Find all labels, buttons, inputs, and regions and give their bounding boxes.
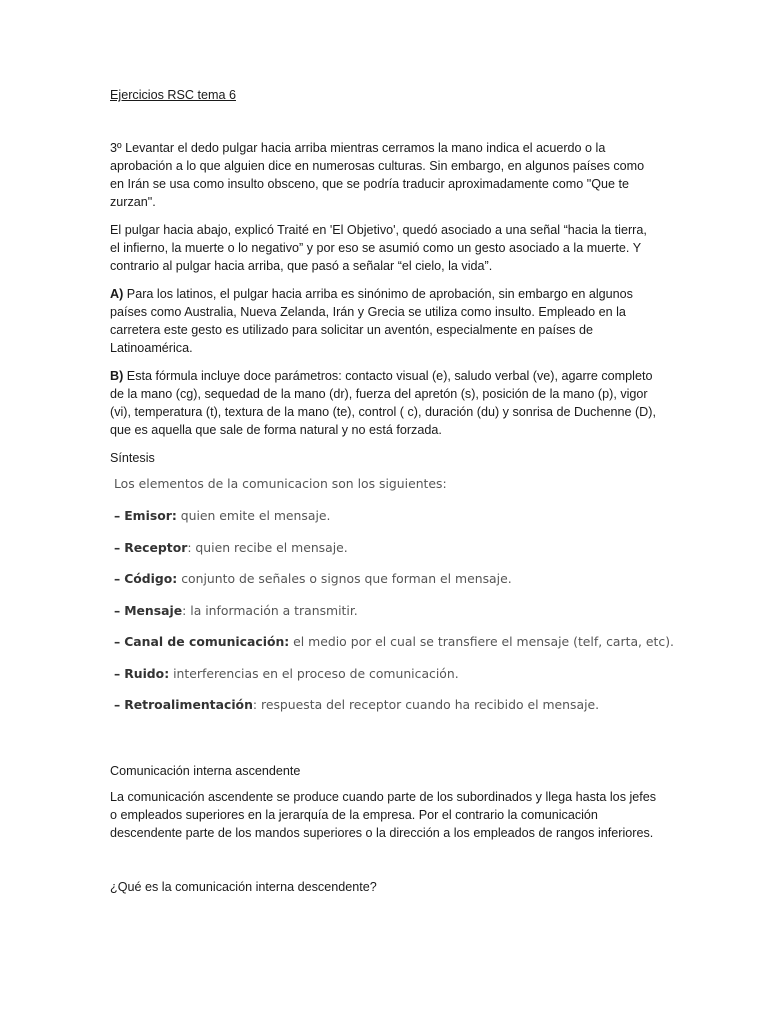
synthesis-term: Ruido:: [124, 665, 170, 681]
paragraph-lead: B): [110, 369, 124, 383]
question-heading: ¿Qué es la comunicación interna descendente?: [110, 879, 377, 894]
synthesis-item-emisor: [114, 507, 658, 525]
spacer: [110, 728, 658, 762]
synthesis-term: Retroalimentación: [124, 697, 253, 712]
synthesis-item-ruido: [114, 665, 658, 683]
synthesis-desc: quien emite el mensaje.: [176, 508, 331, 523]
dash-mark: –: [114, 665, 121, 681]
synthesis-term: Canal de comunicación:: [124, 634, 290, 649]
synthesis-term: Receptor: [124, 539, 188, 555]
dash-mark: –: [114, 508, 121, 523]
synthesis-term: Emisor:: [124, 508, 177, 523]
synthesis-item-canal: [114, 633, 674, 651]
synthesis-term: Mensaje: [124, 602, 183, 618]
synthesis-image: [114, 475, 674, 714]
paragraph-text: Para los latinos, el pulgar hacia arriba es sinónimo de aprobación, sin embargo en algunos países como Australia, Nueva Zelanda, Irán y Grecia se utiliza como insulto. Empleado en la carretera este gesto es utilizado para solicitar un aventón, especialmente en países de Latinoamérica.: [110, 287, 633, 355]
dash-mark: –: [114, 602, 121, 618]
synthesis-desc: : respuesta del receptor cuando ha recibido el mensaje.: [252, 697, 600, 712]
synthesis-item-codigo: [114, 570, 658, 588]
synthesis-item-retroalimentacion: [114, 696, 658, 714]
paragraph-thumb-up: [110, 139, 658, 211]
synthesis-term: Código:: [124, 571, 178, 586]
ascendente-heading: Comunicación interna ascendente: [110, 763, 301, 778]
spacer: [110, 852, 658, 878]
synthesis-desc: : la información a transmitir.: [182, 602, 358, 618]
synthesis-heading: Síntesis: [110, 451, 155, 465]
synthesis-desc: conjunto de señales o signos que forman el mensaje.: [177, 571, 512, 586]
synthesis-desc: el medio por el cual se transfiere el mensaje (telf, carta, etc).: [289, 634, 674, 649]
paragraph-b: [110, 367, 658, 439]
paragraph-thumb-down: [110, 221, 658, 275]
paragraph-ascendente: La comunicación ascendente se produce cuando parte de los subordinados y llega hasta los jefes o empleados superiores en la jerarquía de la empresa. Por el contrario la comunicación descendente parte de los mandos superiores o la dirección a los empleados de rangos inferiores.: [110, 789, 657, 840]
document-title: Ejercicios RSC tema 6: [110, 88, 236, 102]
dash-mark: –: [114, 634, 121, 649]
dash-mark: –: [114, 571, 121, 586]
synthesis-intro: Los elementos de la comunicacion son los siguientes:: [114, 476, 447, 491]
dash-mark: –: [114, 697, 121, 712]
paragraph-text: 3º Levantar el dedo pulgar hacia arriba mientras cerramos la mano indica el acuerdo o la aprobación a lo que alguien dice en numerosas culturas. Sin embargo, en algunos países como en Irán se usa como insulto obsceno, que se podría traducir aproximadamente como "Que te zurzan".: [110, 141, 645, 209]
synthesis-desc: interferencias en el proceso de comunicación.: [169, 665, 459, 681]
synthesis-item-mensaje: [114, 602, 658, 620]
paragraph-lead: A): [110, 287, 124, 301]
paragraph-text: Esta fórmula incluye doce parámetros: contacto visual (e), saludo verbal (ve), agarre completo de la mano (cg), sequedad de la mano (dr), fuerza del apretón (s), posición de la mano (p), vigor (vi), temperatura (t), textura de la mano (te), control ( c), duración (du) y sonrisa de Duchenne (D), que es aquella que sale de forma natural y no está forzada.: [110, 369, 656, 437]
synthesis-item-receptor: [114, 539, 658, 557]
paragraph-a: [110, 285, 658, 357]
paragraph-text: El pulgar hacia abajo, explicó Traité en 'El Objetivo', quedó asociado a una señal “hacia la tierra, el infierno, la muerte o lo negativo” y por eso se asumió como un gesto asociado a la muerte. Y contrario al pulgar hacia arriba, que pasó a señalar “el cielo, la vida”.: [110, 223, 647, 273]
dash-mark: –: [114, 539, 121, 555]
synthesis-desc: : quien recibe el mensaje.: [187, 539, 348, 555]
